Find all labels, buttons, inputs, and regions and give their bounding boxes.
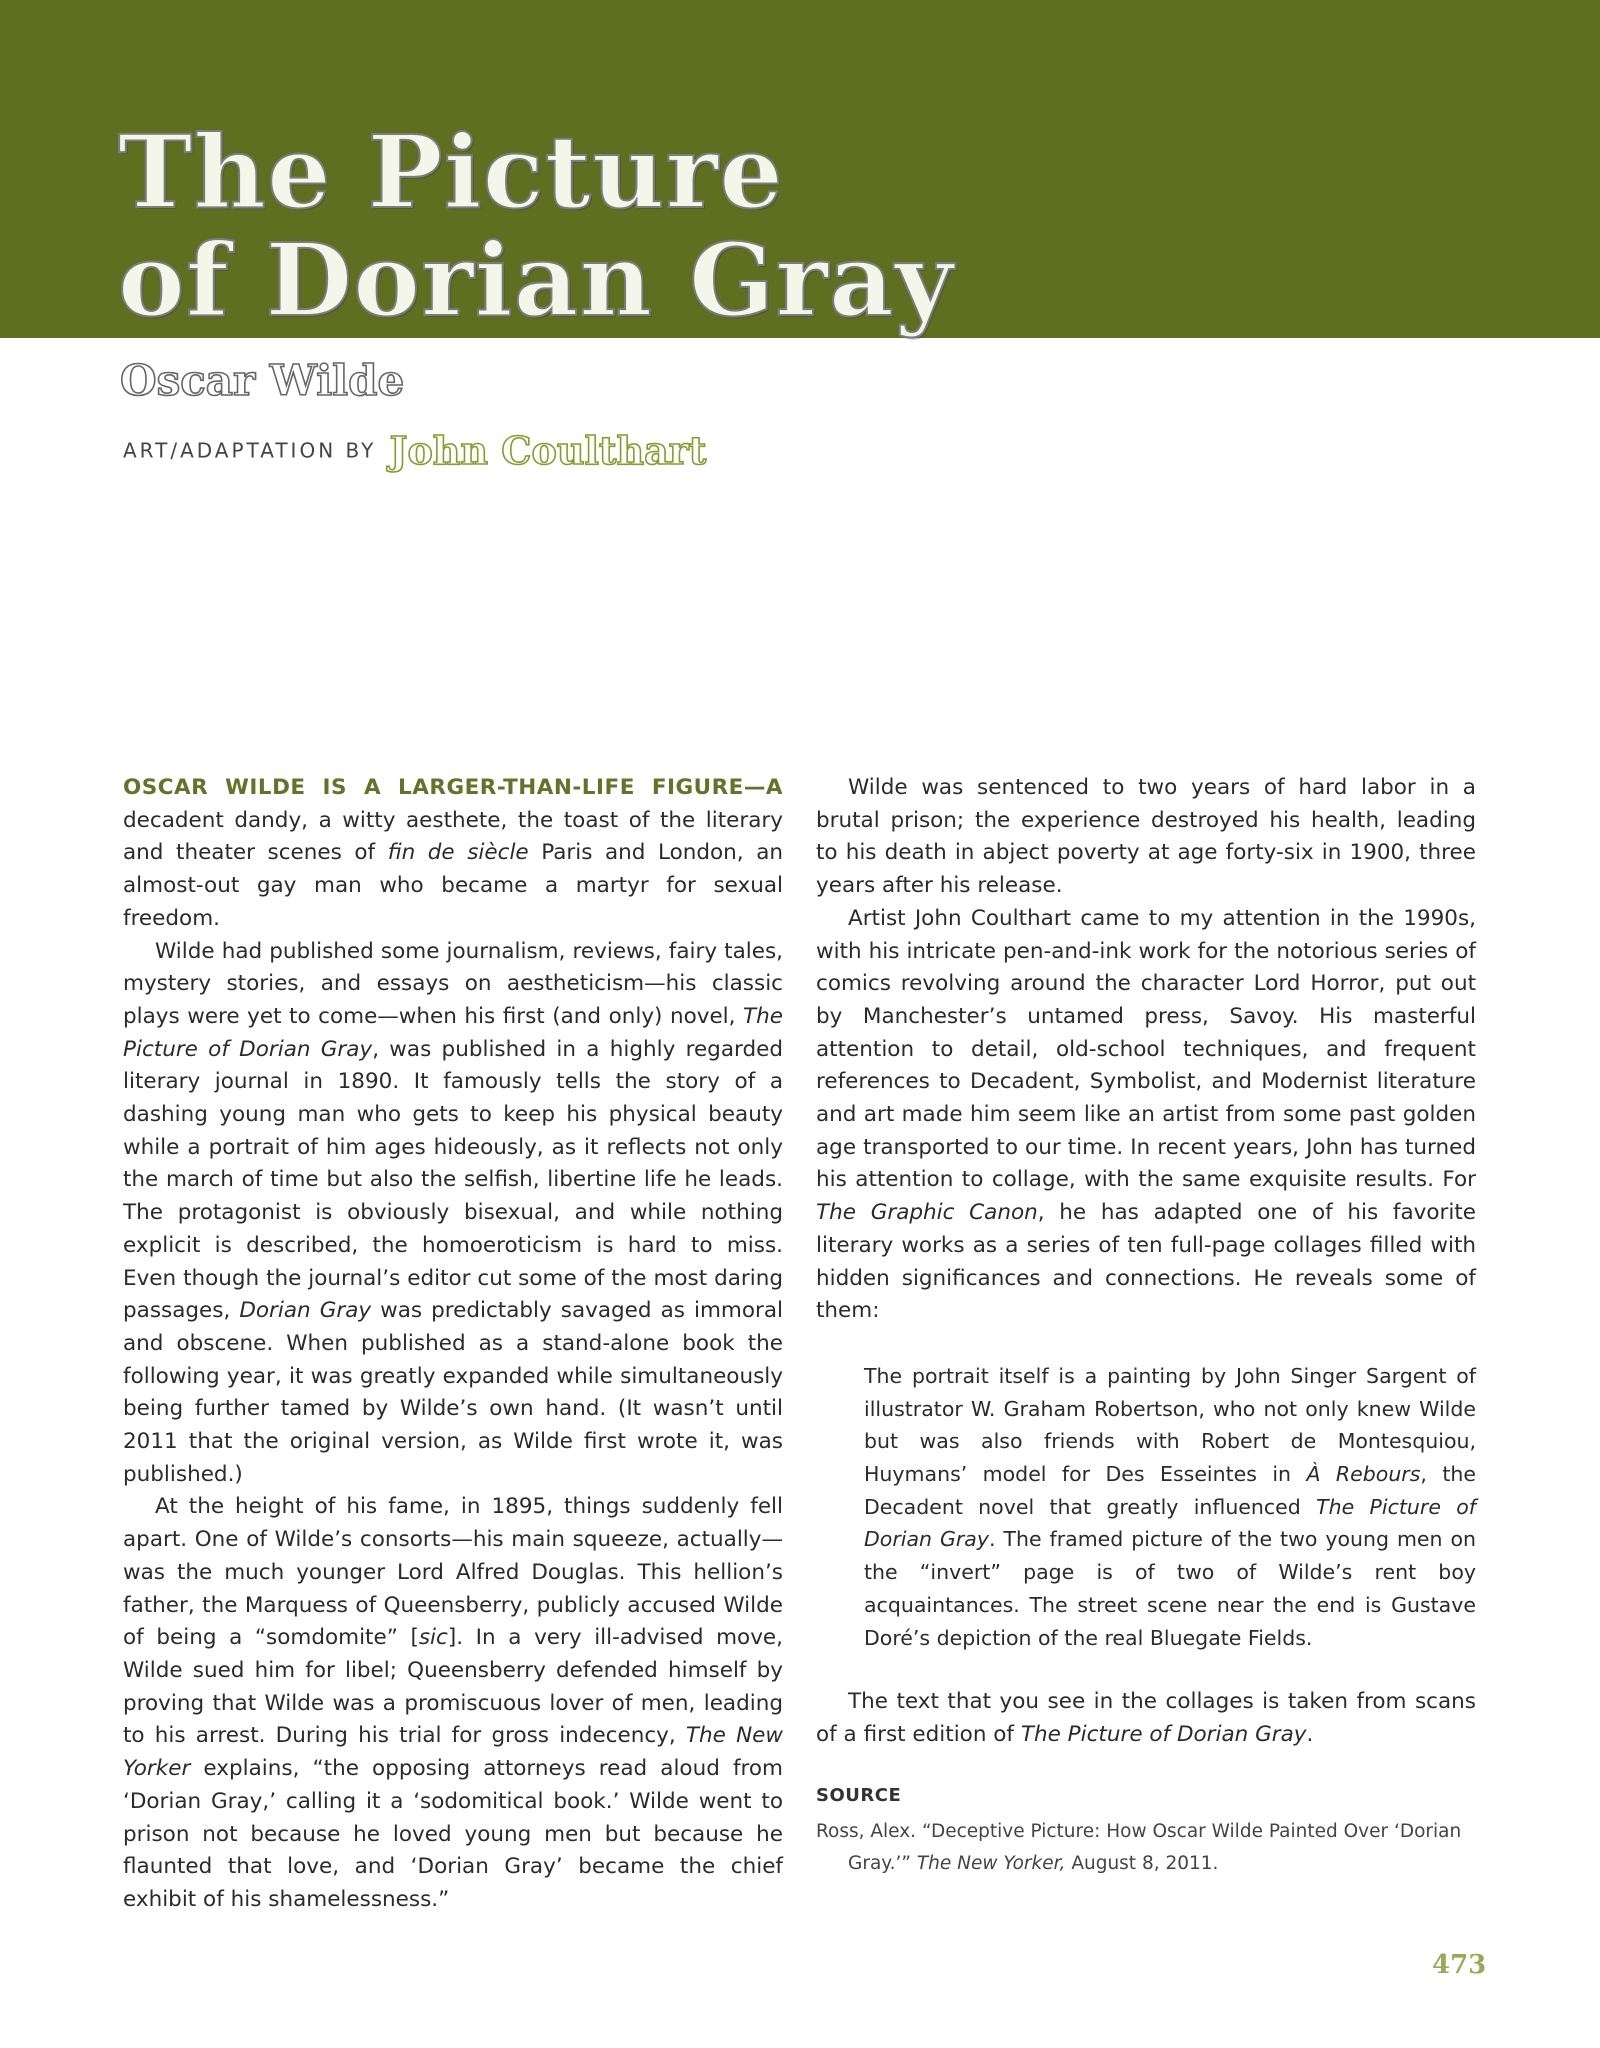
credit-label: ART/ADAPTATION BY	[123, 438, 377, 463]
author-name: Oscar Wilde	[120, 356, 405, 405]
text-run: The text that you see in the collages is taken from scans of a first edition of	[816, 1689, 1476, 1747]
text-run: decadent dandy, a witty aesthete, the toast of the literary and theater scenes of	[123, 807, 783, 866]
italic-text: The New Yorker	[123, 1723, 783, 1782]
italic-text: Dorian Gray	[239, 1298, 372, 1324]
page-number: 473	[1432, 1950, 1487, 1980]
italic-text: The Picture of Dorian Gray	[864, 1494, 1476, 1552]
text-run: Artist John Coulthart came to my attention in the 1990s, with his intricate pen-and-ink work for the notorious series of comics revolving around the character Lord Horror, put out by Manchester’s untamed press, Savoy. His masterful attention to detail, old-school techniques, and frequent references to Decadent, Symbolist, and Modernist literature and art made him seem like an artist from some past golden age transported to our time. In recent years, John has turned his attention to collage, with the same exquisite results. For	[816, 905, 1476, 1193]
source-citation	[816, 1816, 1476, 1880]
text-run: was predictably savaged as immoral and obscene. When published as a stand-alone book the following year, it was greatly expanded while simultaneously being further tamed by Wilde’s own hand. (It wasn’t until 2011 that the original version, as Wilde first wrote it, was published.)	[123, 1298, 783, 1487]
right-column	[816, 772, 1476, 1880]
italic-text: sic	[418, 1625, 448, 1651]
paragraph	[123, 772, 783, 936]
title-line-1: The Picture	[118, 113, 784, 231]
paragraph	[816, 903, 1476, 1328]
paragraph	[123, 936, 783, 1492]
text-run: Ross, Alex. “Deceptive Picture: How Oscar Wilde Painted Over ‘Dorian Gray.’”	[816, 1821, 1462, 1875]
credit-artist: John Coulthart	[389, 428, 707, 473]
adaptation-credit	[123, 428, 706, 473]
paragraph: Wilde was sentenced to two years of hard labor in a brutal prison; the experience destroyed his health, leading to his death in abject poverty at age forty-six in 1900, three years after his release.	[816, 775, 1476, 899]
paragraph	[816, 1686, 1476, 1751]
italic-text: fin de siècle	[387, 840, 529, 866]
italic-text: À Rebours	[1306, 1462, 1421, 1487]
title-line-2: of Dorian Gray	[118, 221, 954, 339]
source-heading: SOURCE	[816, 1784, 902, 1806]
text-run: August 8, 2011.	[1065, 1853, 1219, 1875]
text-run: , he has adapted one of his favorite literary works as a series of ten full-page collages filled with hidden significances and connections. He reveals some of them:	[816, 1200, 1476, 1324]
italic-text: The Picture of Dorian Gray	[123, 1003, 783, 1062]
text-run: , was published in a highly regarded literary journal in 1890. It famously tells the story of a dashing young man who gets to keep his physical beauty while a portrait of him ages hideously, as it reflects not only the march of time but also the selfish, libertine life he leads. The protagonist is obviously bisexual, and while nothing explicit is described, the homoeroticism is hard to miss. Even though the journal’s editor cut some of the most daring passages,	[123, 1036, 783, 1324]
text-run: , the Decadent novel that greatly influenced	[864, 1462, 1476, 1519]
text-run: ]. In a very ill-advised move, Wilde sued him for libel; Queensberry defended himself by proving that Wilde was a promiscuous lover of men, leading to his arrest. During his trial for gross indecency,	[123, 1625, 783, 1749]
text-run: Wilde had published some journalism, reviews, fairy tales, mystery stories, and essays on aestheticism—his classic plays were yet to come—when his first (and only) novel,	[123, 938, 783, 1029]
lead-in: OSCAR WILDE IS A LARGER-THAN-LIFE FIGURE—A	[123, 775, 783, 800]
italic-text: The Picture of Dorian Gray	[1020, 1721, 1307, 1747]
page-title	[118, 113, 954, 339]
text-run: . The framed picture of the two young men on the “invert” page is of two of Wilde’s rent boy acquaintances. The street scene near the end is Gustave Doré’s depiction of the real Bluegate Fields.	[864, 1527, 1477, 1650]
left-column	[123, 772, 783, 1917]
text-run: The portrait itself is a painting by John Singer Sargent of illustrator W. Graham Robertson, who not only knew Wilde but was also friends with Robert de Montesquiou, Huymans’ model for Des Esseintes in	[864, 1363, 1476, 1487]
block-quote	[864, 1360, 1476, 1654]
text-run: At the height of his fame, in 1895, things suddenly fell apart. One of Wilde’s consorts—his main squeeze, actually—was the much younger Lord Alfred Douglas. This hellion’s father, the Marquess of Queensberry, publicly accused Wilde of being a “somdomite” [	[123, 1494, 783, 1651]
text-run: Paris and London, an almost-out gay man who became a martyr for sexual freedom.	[123, 840, 784, 931]
italic-text: The New Yorker,	[916, 1853, 1066, 1875]
text-run: explains, “the opposing attorneys read aloud from ‘Dorian Gray,’ calling it a ‘sodomitical book.’ Wilde went to prison not because he loved young men but because he flaunted that love, and ‘Dorian Gray’ became the chief exhibit of his shamelessness.”	[123, 1756, 783, 1912]
text-run: .	[1306, 1721, 1314, 1747]
italic-text: The Graphic Canon	[816, 1200, 1038, 1226]
paragraph	[123, 1491, 783, 1916]
